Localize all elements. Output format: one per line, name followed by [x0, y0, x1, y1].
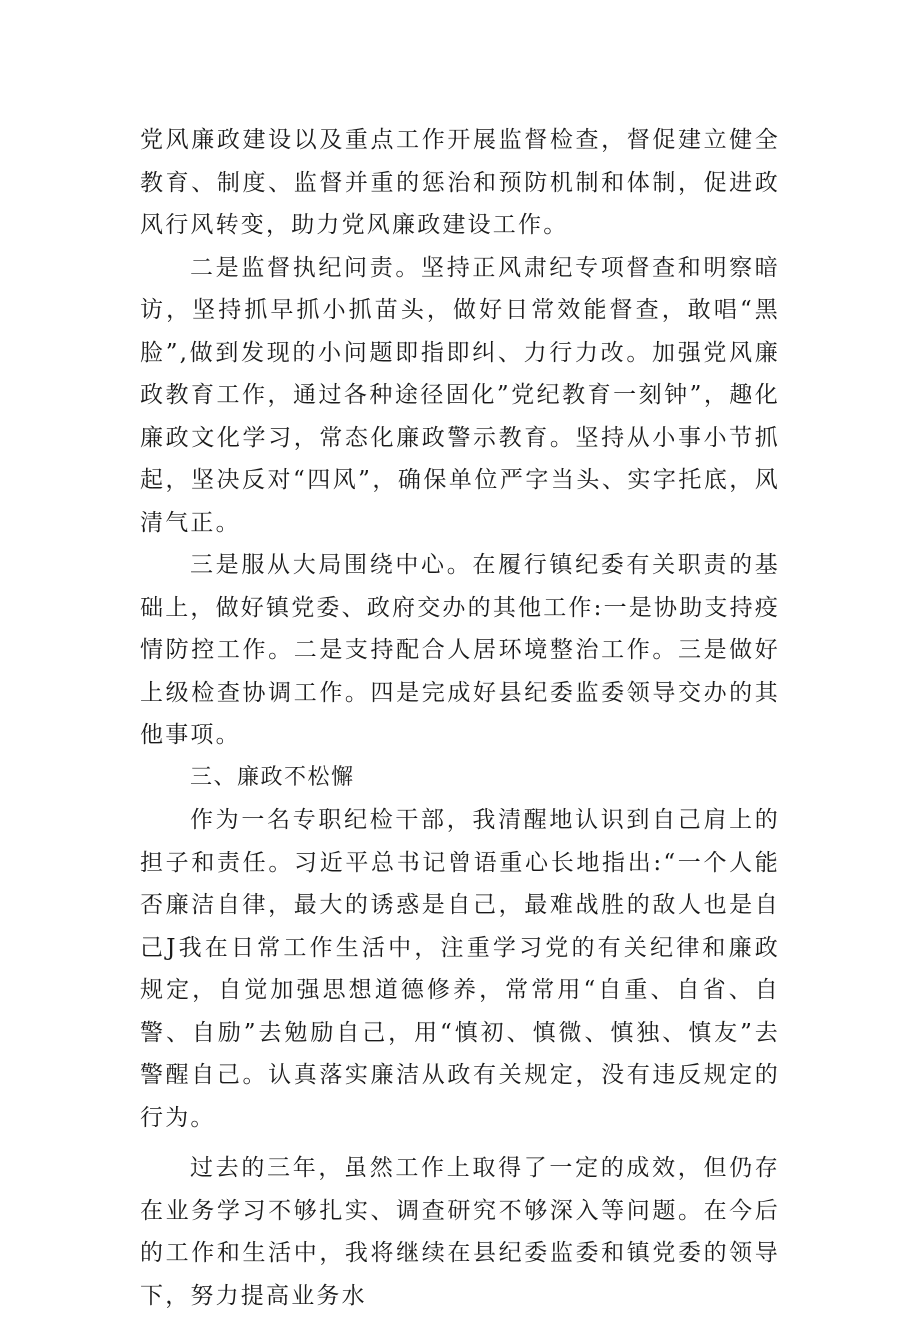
section-heading: 三、廉政不松懈	[190, 764, 355, 790]
paragraph-continuation: 党风廉政建设以及重点工作开展监督检查，督促建立健全教育、制度、监督并重的惩治和预防机制和体制，促进政风行风转变，助力党风廉政建设工作。	[140, 127, 780, 238]
document-body	[140, 119, 780, 1317]
paragraph-serve-overall-situation: 三是服从大局围绕中心。在履行镇纪委有关职责的基础上，做好镇党委、政府交办的其他工作:一是协助支持疫情防控工作。二是支持配合人居环境整治工作。三是做好上级检查协调工作。四是完成好县纪委监委领导交办的其他事项。	[140, 552, 780, 748]
paragraph-integrity: 作为一名专职纪检干部，我清醒地认识到自己肩上的担子和责任。习近平总书记曾语重心长地指出:“一个人能否廉洁自律，最大的诱惑是自己，最难战胜的敌人也是自己J我在日常工作生活中，注重学习党的有关纪律和廉政规定，自觉加强思想道德修养，常常用“自重、自省、自警、自励”去勉励自己，用“慎初、慎微、慎独、慎友”去警醒自己。认真落实廉洁从政有关规定，没有违反规定的行为。	[140, 807, 780, 1131]
paragraph-supervision-accountability: 二是监督执纪问责。坚持正风肃纪专项督查和明察暗访，坚持抓早抓小抓苗头，做好日常效能督查，敢唱“黑脸”,做到发现的小问题即指即纠、力行力改。加强党风廉政教育工作，通过各种途径固化”党纪教育一刻钟”，趣化廉政文化学习，常态化廉政警示教育。坚持从小事小节抓起，坚决反对“四风”，确保单位严字当头、实字托底，风清气正。	[140, 254, 780, 536]
paragraph-past-three-years: 过去的三年，虽然工作上取得了一定的成效，但仍存在业务学习不够扎实、调查研究不够深入等问题。在今后的工作和生活中，我将继续在县纪委监委和镇党委的领导下，努力提高业务水	[140, 1155, 780, 1309]
